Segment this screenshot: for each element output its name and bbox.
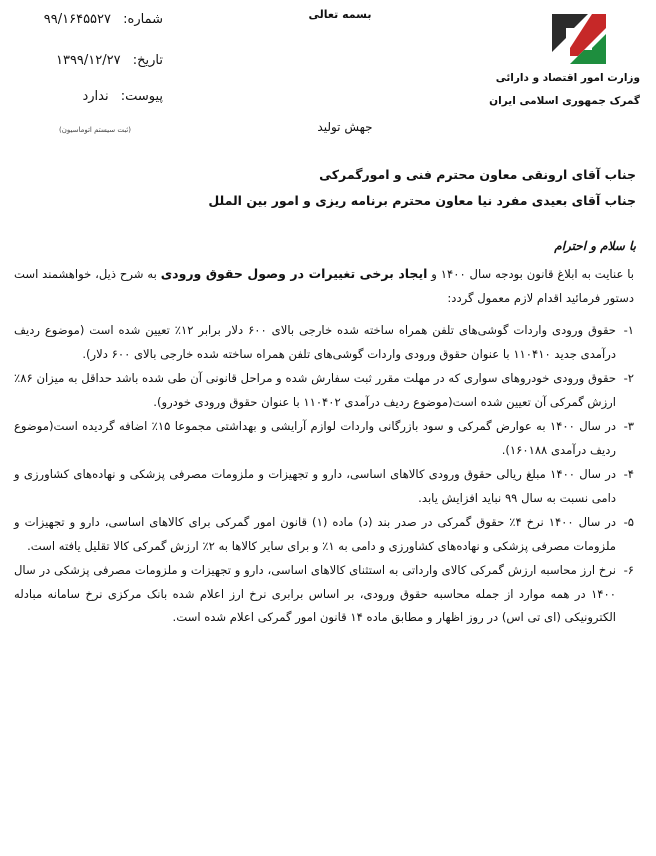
letter-date-label: تاریخ: [132,53,163,68]
letter-number-value: ۹۹/۱۶۴۵۵۲۷ [43,12,112,27]
item-text: در سال ۱۴۰۰ نرخ ۴٪ حقوق گمرکی در صدر بند (د) ماده (۱) قانون امور گمرکی برای کالاهای اساسی، دارو و تجهیزات و ملزومات مصرفی پزشکی و نهاده‌های کشاورزی و دامی به ۱٪ و برای سایر کالاها به ۲٪ ارزش گمرکی کالا تقلیل یافته است. [14,515,617,553]
item-number: ۵- [623,515,634,529]
provisions-list [14,319,634,631]
basmala: بسمه تعالی [308,8,372,21]
letter-slogan: جهش تولید [317,120,373,134]
letter-attachment-label: پیوست: [120,89,163,104]
item-text: در سال ۱۴۰۰ به عوارض گمرکی و سود بازرگانی واردات لوازم آرایشی و بهداشتی مجموعا ۱۵٪ اضافه گردیده است(موضوع ردیف درآمدی ۱۶۰۱۸۸). [14,419,616,457]
list-item [14,367,634,414]
item-number: ۲- [623,371,634,385]
list-item [14,463,634,510]
customs-emblem-logo [548,8,610,68]
item-number: ۳- [623,419,634,433]
letter-attachment [8,89,163,104]
greeting: با سلام و احترام [554,239,636,253]
letter-number-label: شماره: [123,12,163,27]
item-text: حقوق ورودی خودروهای سواری که در مهلت مقرر ثبت سفارش شده و مراحل قانونی آن طی شده باشد حداقل به میزان ۸۶٪ ارزش گمرکی آن تعیین شده است(موضوع ردیف درآمدی ۱۱۰۴۰۲ با عنوان حقوق ورودی خودرو). [14,371,616,409]
system-registration-note: (ثبت سیستم اتوماسیون) [59,126,131,134]
letter-number [8,12,163,27]
intro-text-before: با عنایت به ابلاغ قانون بودجه سال ۱۴۰۰ و [427,267,634,281]
letter-attachment-value: ندارد [82,89,109,104]
list-item [14,415,634,462]
list-item [14,559,634,630]
list-item [14,319,634,366]
customs-name: گمرک جمهوری اسلامی ایران [489,95,640,107]
item-text: نرخ ارز محاسبه ارزش گمرکی کالای وارداتی به استثنای کالاهای اساسی، دارو و تجهیزات و ملزومات مصرفی پزشکی در سال ۱۴۰۰ در همه موارد از جمله محاسبه حقوق ورودی، بر اساس برابری نرخ ارز اعلام شده بانک مرکزی نرخ سامانه مبادله الکترونیکی (ای تی اس) در روز اظهار و مطابق ماده ۱۴ قانون امور گمرکی اعلام شده است. [14,563,616,624]
item-text: حقوق ورودی واردات گوشی‌های تلفن همراه ساخته شده خارجی بالای ۶۰۰ دلار برابر ۱۲٪ تعیین شده است (موضوع ردیف درآمدی جدید ۱۱۰۴۱۰ با عنوان حقوق ورودی واردات گوشی‌های تلفن همراه ساخته شده خارجی بالای ۶۰۰ دلار). [14,323,616,361]
intro-text-bold: ایجاد برخی تغییرات در وصول حقوق ورودی [160,266,428,281]
addressee-2: جناب آقای بعیدی مفرد نیا معاون محترم برنامه ریزی و امور بین الملل [208,193,636,208]
letter-date-value: ۱۳۹۹/۱۲/۲۷ [55,53,121,68]
item-number: ۶- [623,563,634,577]
item-number: ۴- [623,467,634,481]
intro-paragraph [14,262,634,310]
letter-date [8,53,163,68]
addressee-1: جناب آقای ارونقی معاون محترم فنی و امورگمرکی [319,167,636,182]
list-item [14,511,634,558]
item-number: ۱- [623,323,634,337]
item-text: در سال ۱۴۰۰ مبلغ ریالی حقوق ورودی کالاهای اساسی، دارو و تجهیزات و ملزومات مصرفی پزشکی و نهاده‌های کشاورزی و دامی نسبت به سال ۹۹ نباید افزایش یابد. [14,467,616,505]
intro-text-after: به شرح ذیل، خواهشمند است دستور فرمائید اقدام لازم معمول گردد: [14,267,634,305]
ministry-name: وزارت امور اقتصاد و دارائی [495,72,640,84]
